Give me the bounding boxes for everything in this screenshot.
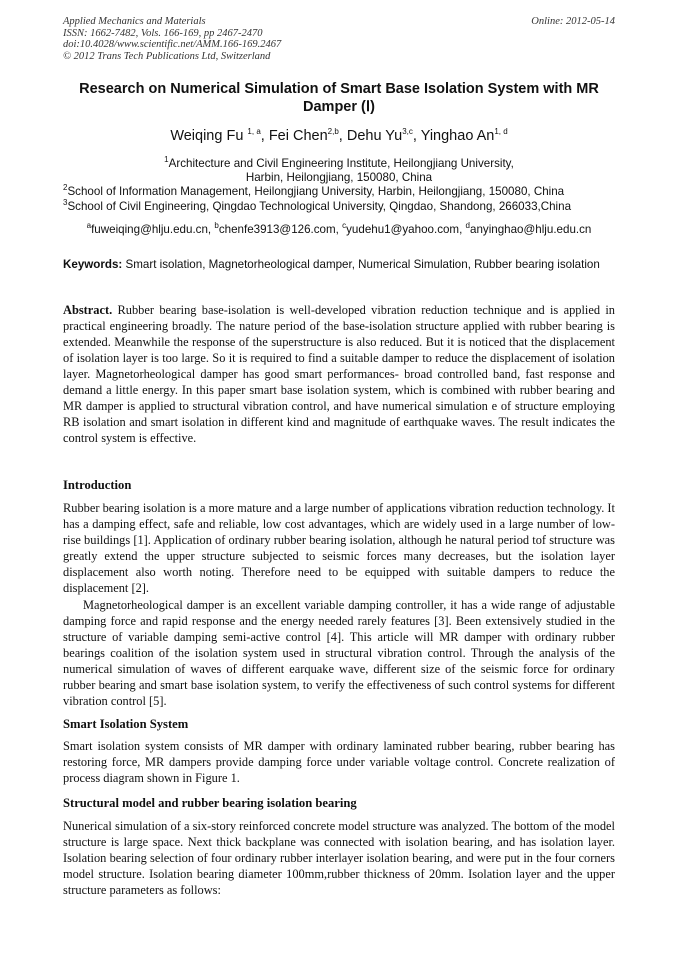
heading-smart-isolation: Smart Isolation System: [63, 717, 189, 731]
journal-header: [63, 16, 615, 62]
abstract-label: Abstract.: [63, 303, 113, 317]
author-superscript: 1, d: [494, 127, 508, 137]
affiliation-1-line-1: $^1$Architecture and Civil Engineering Institute, Heilongjiang University,: [164, 155, 514, 170]
online-date: Online: 2012-05-14: [531, 16, 615, 27]
author-name: Weiqing Fu: [170, 128, 244, 144]
keywords-label: Keywords:: [63, 258, 123, 271]
issn-line: ISSN: 1662-7482, Vols. 166-169, pp 2467-2470: [63, 27, 263, 39]
affiliation-3: $^3$School of Civil Engineering, Qingdao Technological University, Qingdao, Shandong, 266033,China: [63, 198, 572, 213]
doi-line: doi:10.4028/www.scientific.net/AMM.166-169.2467: [63, 39, 282, 50]
author-superscript: 2,b: [327, 127, 339, 137]
author-name: Yinghao An: [420, 128, 495, 144]
author-name: Dehu Yu: [346, 128, 403, 144]
author-name: Fei Chen: [268, 128, 328, 144]
affiliation-1-line-2: Harbin, Heilongjiang, 150080, China: [245, 171, 433, 184]
email-list: $^a$fuweiqing@hlju.edu.cn, $^b$chenfe3913@126.com, $^c$yudehu1@yahoo.com, $^d$anyinghao@hlju.edu.cn: [86, 221, 592, 236]
keywords-text: Smart isolation, Magnetorheological damper, Numerical Simulation, Rubber bearing isolation: [125, 258, 600, 271]
email-link[interactable]: fuweiqing@hlju.edu.cn: [91, 223, 208, 236]
heading-introduction: Introduction: [63, 478, 132, 492]
email-link[interactable]: chenfe3913@126.com: [218, 223, 336, 236]
abstract: [63, 302, 615, 446]
abstract-text: Rubber bearing base-isolation is well-developed vibration reduction technique and is applied in practical engineering broadly. The nature period of the base-isolation structure applied with rubber bearing is extended. Meanwhile the response of the superstructure is also reduced. But it is noticed that the displacement of isolation layer is too large. So it is required to find a suitable damper to reduce the displacement of isolation layer. Magnetorheological damper has good smart performances- broad controlled band, fast response and demand a little energy. In this paper smart base isolation system, which is combined with rubber bearing and MR damper is applied to structural vibration control, and have numerical simulation e of structure employing RB isolation and smart isolation in different kind and magnitude of earthquake waves. The result indicates the control system is effective.: [63, 303, 615, 445]
intro-paragraph-1: Rubber bearing isolation is a more mature and a large number of applications vibration reduction technology. It has a damping effect, safe and reliable, low cost advantages, which are widely used in a large number of low-rise buildings [1]. Application of ordinary rubber bearing isolation, although he natural period tof structure was greatly extend the upper structure subjected to seismic forces many decreases, but the isolation layer displacement also worth noting. Therefore need to be equipped with suitable dampers to reduce the displacement [2].: [63, 501, 615, 595]
author-list: Weiqing Fu $^{1, a}$, Fei Chen$^{2,b}$, Dehu Yu$^{3,c}$, Yinghao An$^{1, d}$: [170, 127, 508, 144]
affiliation-2: $^2$School of Information Management, Heilongjiang University, Harbin, Heilongjiang, 150080, China: [63, 183, 565, 198]
author-superscript: 3,c: [402, 127, 413, 137]
smart-isolation-paragraph: Smart isolation system consists of MR damper with ordinary laminated rubber bearing, rubber bearing has restoring force, MR dampers provide damping force under variable voltage control. Concrete realization of process diagram shown in Figure 1.: [63, 739, 615, 785]
structural-model-paragraph: Nunerical simulation of a six-story reinforced concrete model structure was analyzed. The bottom of the model structure is large space. Next thick backplane was connected with isolation bearing, and has isolation layer. Isolation bearing selection of four ordinary rubber interlayer isolation bearing, and were put in the four corners model structure. Isolation bearing diameter 100mm,rubber thickness of 20mm. Isolation layer and the upper structure parameters as follows:: [63, 819, 615, 897]
journal-name: Applied Mechanics and Materials: [63, 16, 206, 27]
keywords: [63, 257, 615, 272]
intro-paragraph-2: Magnetorheological damper is an excellent variable damping controller, it has a wide range of adjustable damping force and rapid response and the energy needed rarely features [3]. Been extensively studied in the structure of variable damping semi-active control [4]. This article will MR damper with ordinary rubber bearings coalition of the isolation system used in structural vibration control. Through the analysis of the numerical simulation of waves of different earquake wave, different size of the seismic force for ordinary rubber bearing and smart base isolation system, to verify the effectiveness of such control systems for different vibration control [5].: [63, 598, 615, 708]
heading-structural-model: Structural model and rubber bearing isolation bearing: [63, 796, 357, 810]
email-link[interactable]: anyinghao@hlju.edu.cn: [470, 223, 592, 236]
paper-title: Research on Numerical Simulation of Smart Base Isolation System with MR Damper (Ⅰ): [79, 81, 599, 115]
email-link[interactable]: yudehu1@yahoo.com: [346, 223, 460, 236]
copyright-line: © 2012 Trans Tech Publications Ltd, Switzerland: [63, 50, 271, 62]
author-superscript: 1, a: [247, 127, 261, 137]
